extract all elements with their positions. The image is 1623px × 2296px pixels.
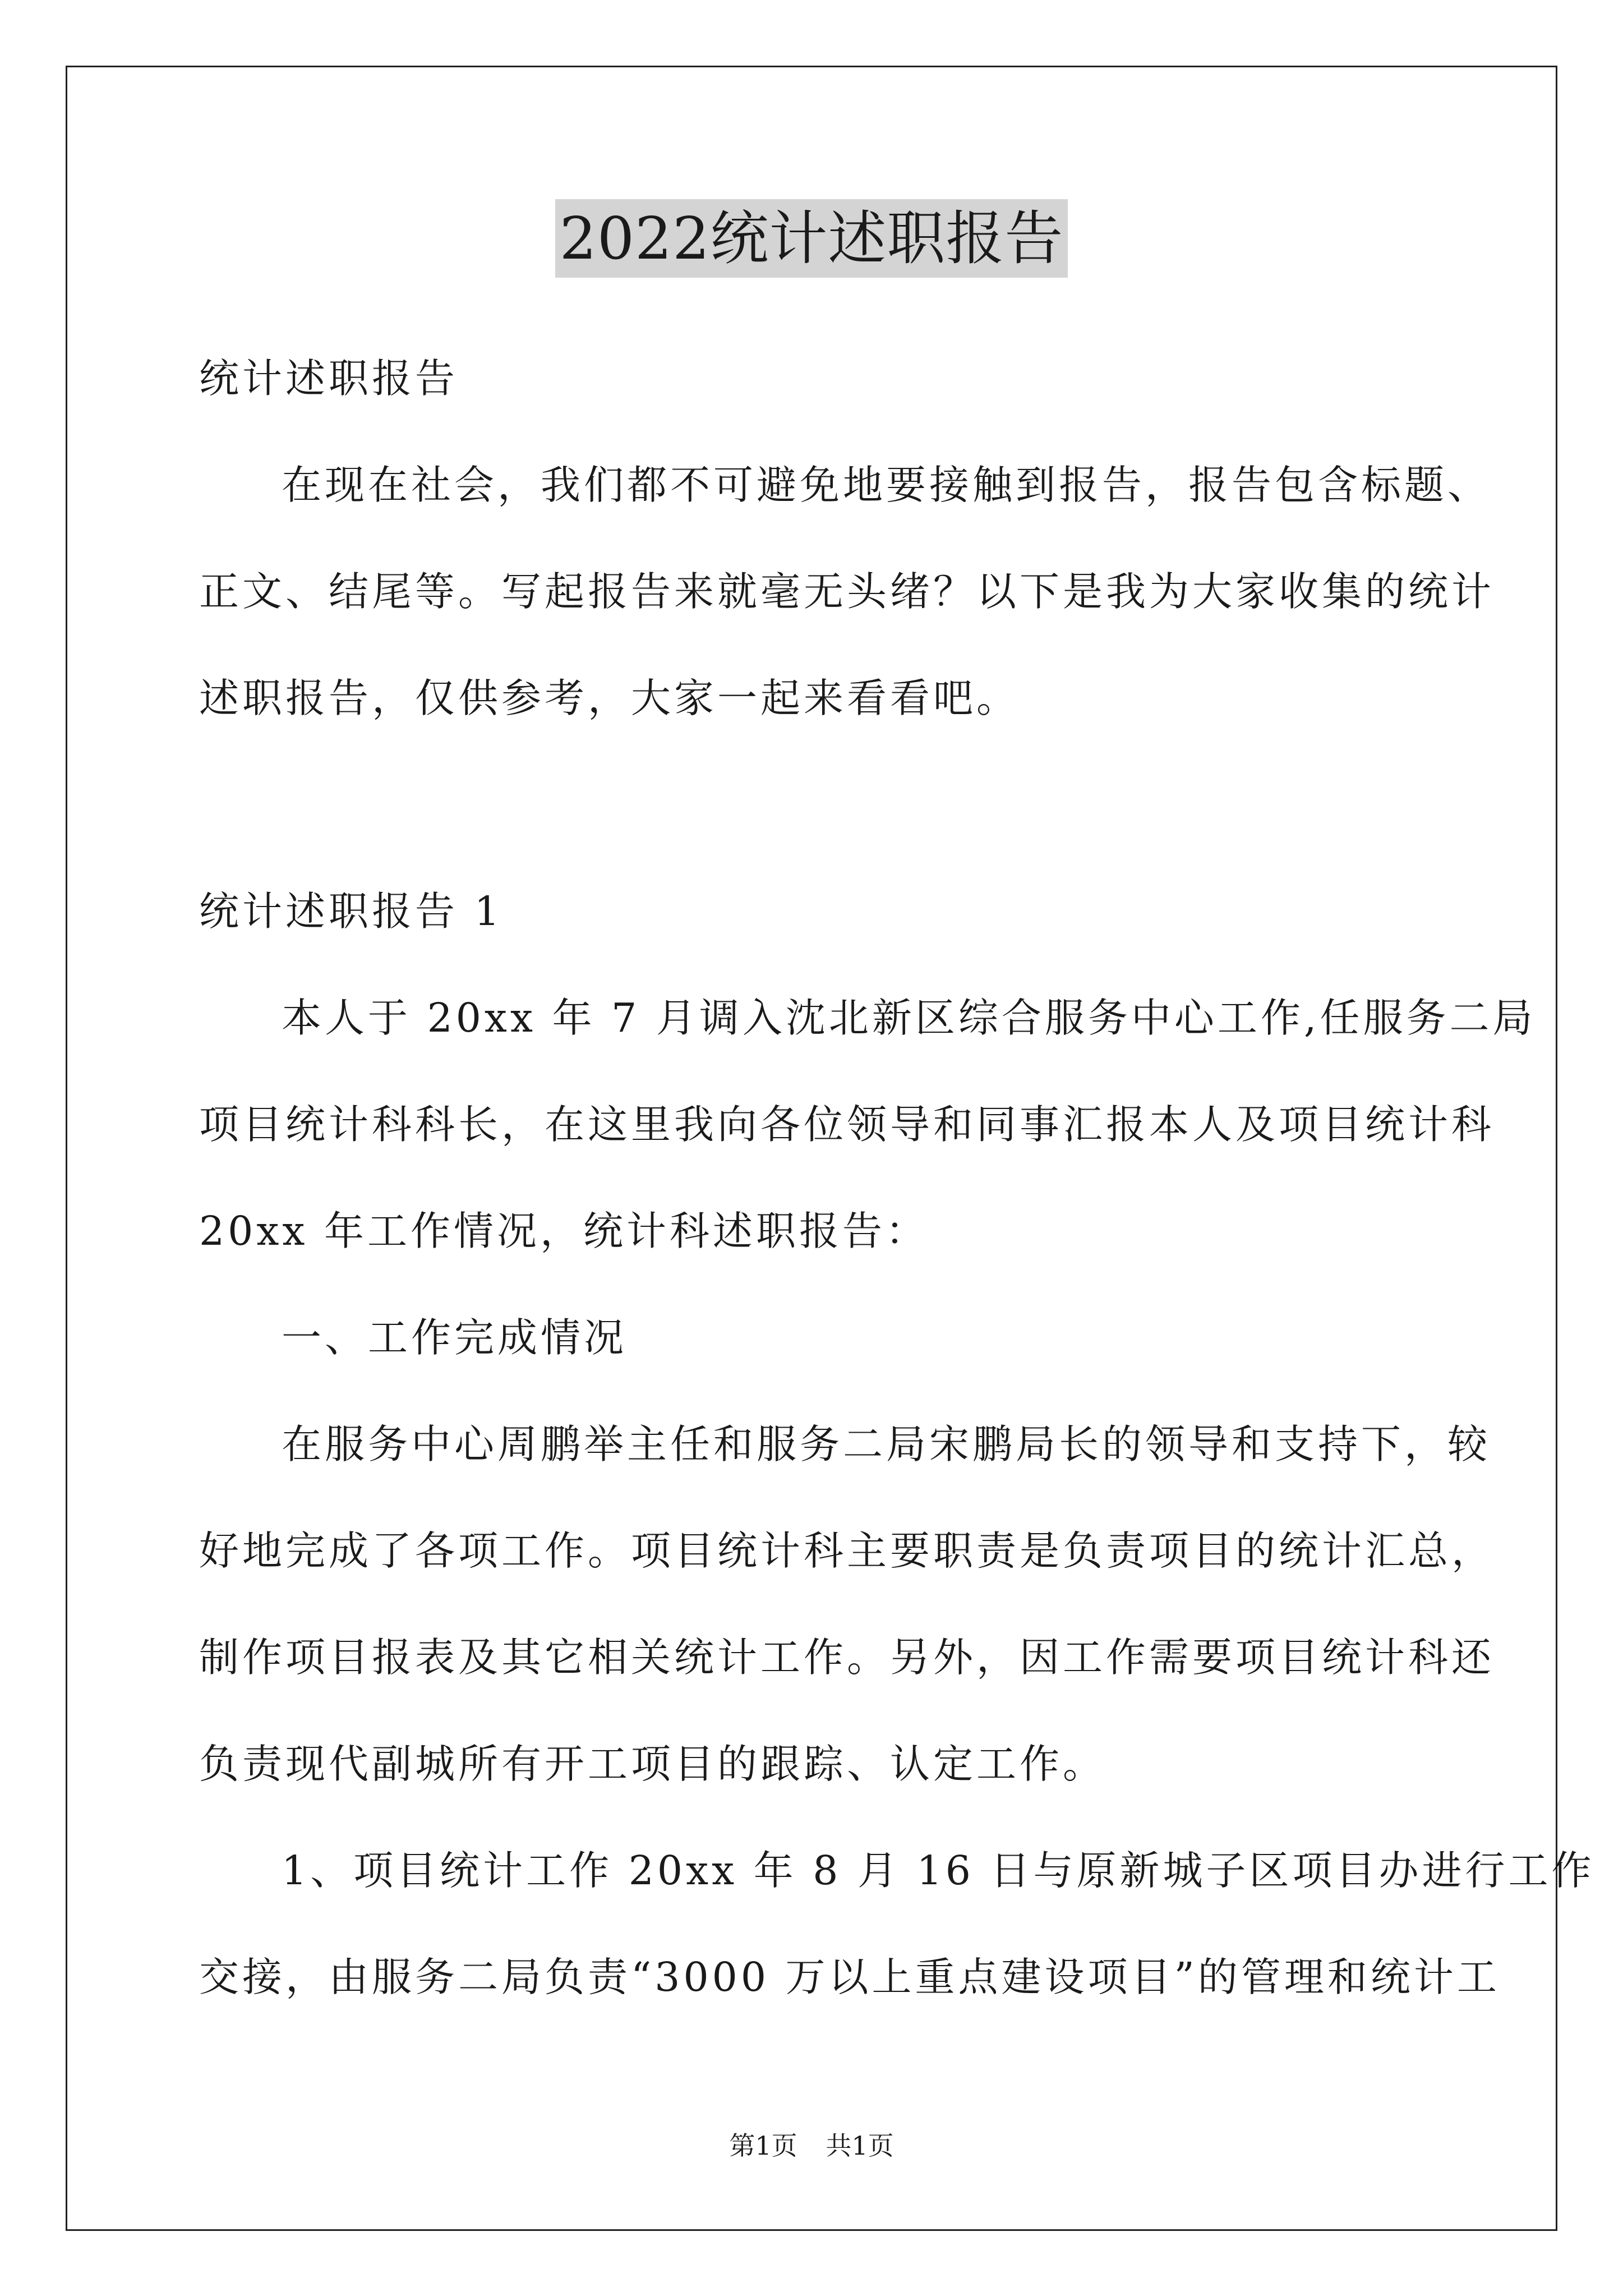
paragraph-line: 交接，由服务二局负责“3000 万以上重点建设项目”的管理和统计工 xyxy=(199,1954,1500,2000)
paragraph-line: 述职报告，仅供参考，大家一起来看看吧。 xyxy=(199,675,1020,721)
page-number: 第1页 xyxy=(729,2131,797,2161)
subsection-heading: 一、工作完成情况 xyxy=(282,1314,628,1361)
paragraph-line: 在服务中心周鹏举主任和服务二局宋鹏局长的领导和支持下，较 xyxy=(282,1421,1491,1467)
document-title: 2022统计述职报告 xyxy=(555,199,1068,278)
paragraph-line: 正文、结尾等。写起报告来就毫无头绪？以下是我为大家收集的统计 xyxy=(199,568,1495,615)
section-heading: 统计述职报告 1 xyxy=(199,888,503,935)
page-footer xyxy=(0,2129,1623,2162)
paragraph-line: 20xx 年工作情况，统计科述职报告： xyxy=(199,1208,929,1254)
paragraph-line: 制作项目报表及其它相关统计工作。另外，因工作需要项目统计科还 xyxy=(199,1634,1495,1681)
paragraph-line: 项目统计科科长，在这里我向各位领导和同事汇报本人及项目统计科 xyxy=(199,1101,1495,1148)
title-wrap xyxy=(0,199,1623,278)
paragraph-line: 负责现代副城所有开工项目的跟踪、认定工作。 xyxy=(199,1741,1106,1787)
paragraph-line: 好地完成了各项工作。项目统计科主要职责是负责项目的统计汇总， xyxy=(199,1527,1495,1574)
page-count: 共1页 xyxy=(826,2131,894,2161)
paragraph-line: 在现在社会，我们都不可避免地要接触到报告，报告包含标题、 xyxy=(282,462,1491,508)
paragraph-line: 1、项目统计工作 20xx 年 8 月 16 日与原新城子区项目办进行工作 xyxy=(282,1847,1595,1894)
section-heading: 统计述职报告 xyxy=(199,355,459,402)
paragraph-line: 本人于 20xx 年 7 月调入沈北新区综合服务中心工作,任服务二局 xyxy=(282,995,1536,1041)
